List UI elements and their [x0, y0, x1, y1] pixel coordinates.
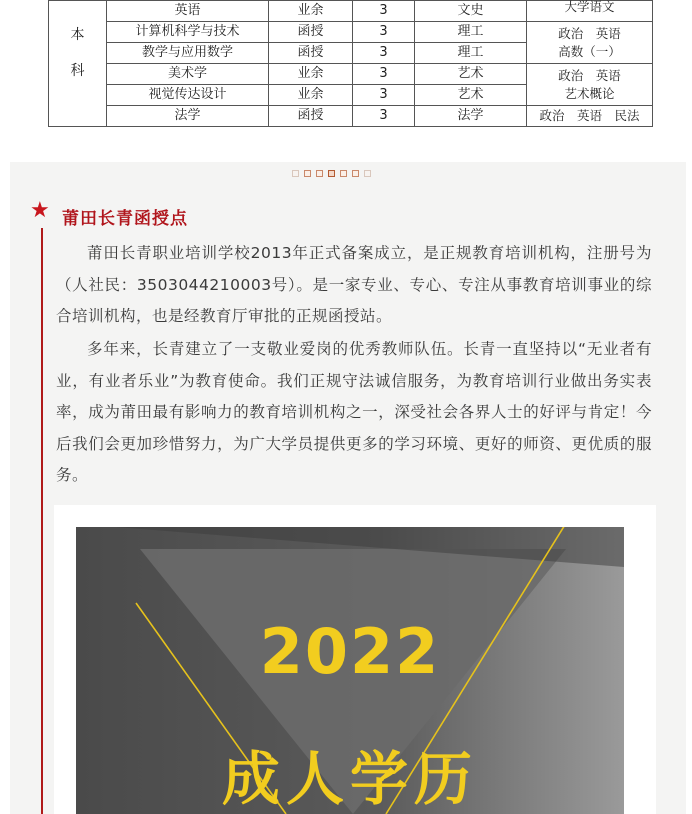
promo-banner: [76, 527, 624, 814]
category-cell: 艺术: [415, 85, 527, 106]
form-cell: 函授: [269, 43, 353, 64]
major-cell: 视觉传达设计: [107, 85, 269, 106]
level-char: 科: [70, 62, 85, 79]
dot-icon: [364, 170, 371, 177]
major-cell: 教学与应用数学: [107, 43, 269, 64]
dot-icon: [304, 170, 311, 177]
majors-table-container: [48, 0, 652, 124]
subjects-cell: [527, 1, 653, 22]
dot-icon: [292, 170, 299, 177]
years-cell: 3: [353, 106, 415, 127]
dot-icon: [340, 170, 347, 177]
subject-text: 大学语文: [564, 0, 615, 14]
paragraph-text: 多年来，长青建立了一支敬业爱岗的优秀教师队伍。长青一直坚持以“无业者有业，有业者乐业”为教育使命。我们正规守法诚信服务，为教育培训行业做出务实表率，成为莆田最有影响力的教育培训机构之一，深受社会各界人士的好评与肯定！今后我们会更加珍惜努力，为广大学员提供更多的学习环境、更好的师资、更优质的服务。: [56, 340, 652, 484]
form-cell: 函授: [269, 22, 353, 43]
promo-year: 2022: [259, 615, 441, 688]
promo-subtitle: 成人学历: [221, 745, 478, 813]
dot-icon: [352, 170, 359, 177]
intro-paragraph: [56, 334, 652, 492]
table-row: [49, 1, 653, 22]
subject-text: 政治 英语: [558, 67, 621, 83]
years-cell: 3: [353, 64, 415, 85]
category-cell: 文史: [415, 1, 527, 22]
decorative-dots: [292, 170, 371, 177]
major-cell: 英语: [107, 1, 269, 22]
subject-text: 高数（一）: [558, 43, 621, 59]
form-cell: 业余: [269, 64, 353, 85]
years-cell: 3: [353, 22, 415, 43]
level-cell: [49, 1, 107, 127]
category-cell: 理工: [415, 43, 527, 64]
table-row: [49, 106, 653, 127]
subjects-cell: 政治 英语 民法: [527, 106, 653, 127]
dot-icon: [316, 170, 323, 177]
years-cell: 3: [353, 1, 415, 22]
majors-table: [48, 0, 653, 127]
category-cell: 法学: [415, 106, 527, 127]
intro-paragraph: [56, 238, 652, 333]
category-cell: 理工: [415, 22, 527, 43]
form-cell: 业余: [269, 85, 353, 106]
major-cell: 法学: [107, 106, 269, 127]
category-cell: 艺术: [415, 64, 527, 85]
intro-section: [10, 162, 686, 814]
dot-icon: [328, 170, 335, 177]
years-cell: 3: [353, 43, 415, 64]
major-cell: 计算机科学与技术: [107, 22, 269, 43]
promo-banner-frame: [54, 505, 656, 814]
subjects-cell: [527, 22, 653, 64]
years-cell: 3: [353, 85, 415, 106]
level-char: 本: [70, 26, 85, 43]
section-title: 莆田长青函授点: [62, 209, 188, 229]
decorative-vertical-line: [41, 228, 43, 814]
subject-text: 艺术概论: [564, 85, 615, 101]
major-cell: 美术学: [107, 64, 269, 85]
table-row: [49, 64, 653, 85]
subjects-cell: [527, 64, 653, 106]
subject-text: 政治 英语: [558, 25, 621, 41]
table-row: [49, 22, 653, 43]
form-cell: 业余: [269, 1, 353, 22]
form-cell: 函授: [269, 106, 353, 127]
paragraph-text: 莆田长青职业培训学校2013年正式备案成立，是正规教育培训机构，注册号为（人社民：3503044210003号）。是一家专业、专心、专注从事教育培训事业的综合培训机构，也是经教育厅审批的正规函授站。: [56, 244, 652, 325]
star-icon: ★: [30, 198, 50, 223]
